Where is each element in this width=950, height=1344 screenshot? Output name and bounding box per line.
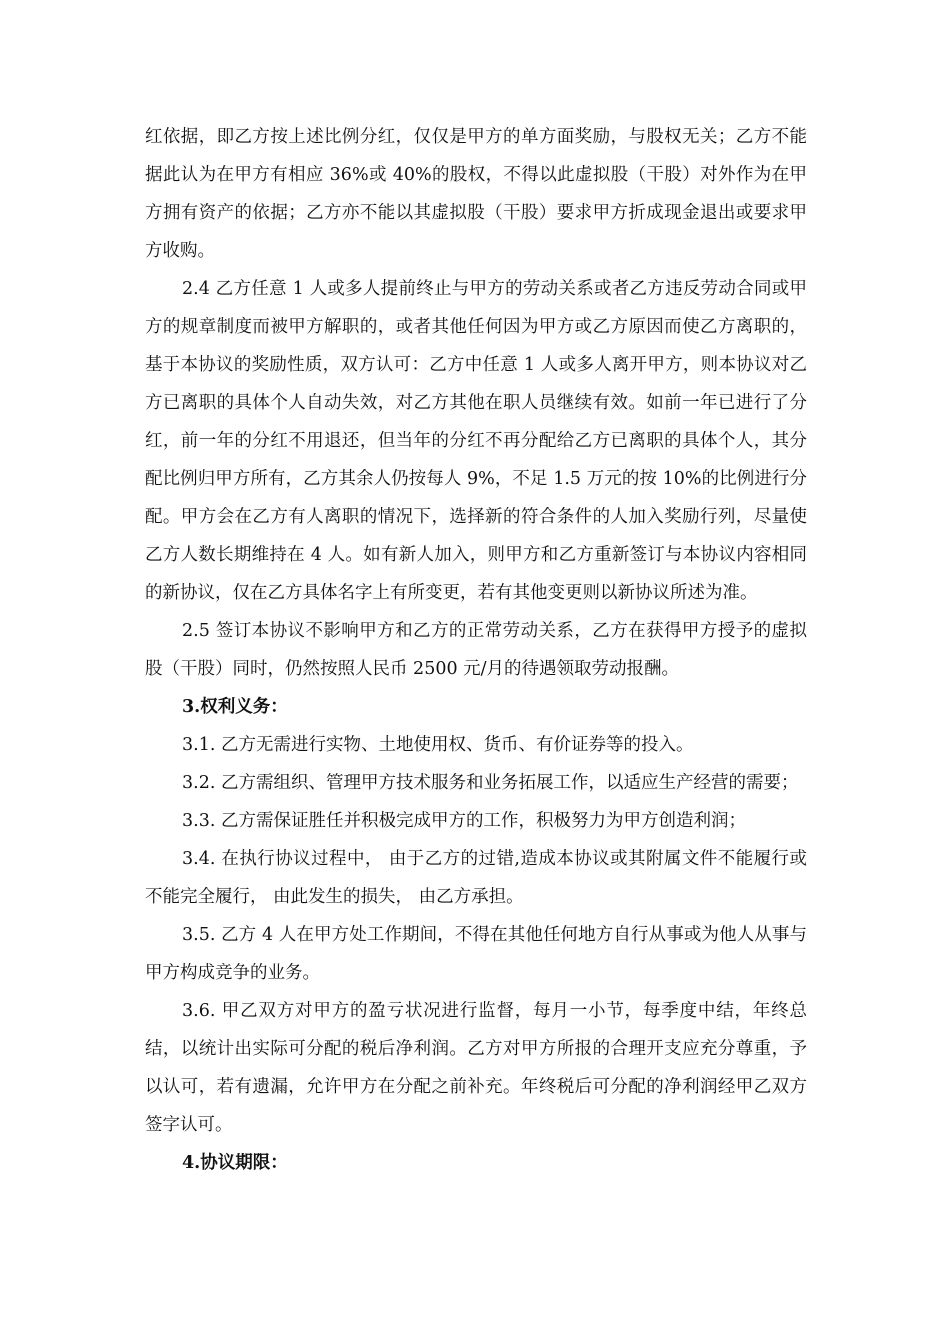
paragraph-clause-3-3: 3.3. 乙方需保证胜任并积极完成甲方的工作，积极努力为甲方创造利润；	[182, 811, 746, 831]
paragraph-clause-2-5: 2.5 签订本协议不影响甲方和乙方的正常劳动关系，乙方在获得甲方授予的虚拟股（干股）同时，仍然按照人民币 2500 元/月的待遇领取劳动报酬。	[145, 621, 807, 679]
paragraph-clause-3-2: 3.2. 乙方需组织、管理甲方技术服务和业务拓展工作，以适应生产经营的需要；	[182, 773, 799, 793]
paragraph-clause-3-4: 3.4. 在执行协议过程中， 由于乙方的过错,造成本协议或其附属文件不能履行或不能完全履行， 由此发生的损失， 由乙方承担。	[145, 849, 807, 907]
section-heading-agreement-term: 4.协议期限：	[182, 1153, 288, 1173]
section-heading-rights-obligations: 3.权利义务：	[182, 697, 288, 717]
paragraph-clause-2-4: 2.4 乙方任意 1 人或多人提前终止与甲方的劳动关系或者乙方违反劳动合同或甲方的规章制度而被甲方解职的，或者其他任何因为甲方或乙方原因而使乙方离职的，基于本协议的奖励性质，双方认可：乙方中任意 1 人或多人离开甲方，则本协议对乙方已离职的具体个人自动失效，对乙方其他在职人员继续有效。如前一年已进行了分红，前一年的分红不用退还，但当年的分红不再分配给乙方已离职的具体个人，其分配比例归甲方所有，乙方其余人仍按每人 9%，不足 1.5 万元的按 10%的比例进行分配。甲方会在乙方有人离职的情况下，选择新的符合条件的人加入奖励行列，尽量使乙方人数长期维持在 4 人。如有新人加入，则甲方和乙方重新签订与本协议内容相同的新协议，仅在乙方具体名字上有所变更，若有其他变更则以新协议所述为准。	[145, 279, 807, 603]
paragraph-clause-3-6: 3.6. 甲乙双方对甲方的盈亏状况进行监督，每月一小节，每季度中结，年终总结，以统计出实际可分配的税后净利润。乙方对甲方所报的合理开支应充分尊重，予以认可，若有遗漏，允许甲方在分配之前补充。年终税后可分配的净利润经甲乙双方签字认可。	[145, 1001, 807, 1135]
paragraph-clause-3-5: 3.5. 乙方 4 人在甲方处工作期间，不得在其他任何地方自行从事或为他人从事与甲方构成竞争的业务。	[145, 925, 807, 983]
paragraph-dividend-basis-continued: 红依据，即乙方按上述比例分红，仅仅是甲方的单方面奖励，与股权无关；乙方不能据此认为在甲方有相应 36%或 40%的股权，不得以此虚拟股（干股）对外作为在甲方拥有资产的依据；乙方亦不能以其虚拟股（干股）要求甲方折成现金退出或要求甲方收购。	[145, 127, 807, 261]
paragraph-clause-3-1: 3.1. 乙方无需进行实物、土地使用权、货币、有价证券等的投入。	[182, 735, 694, 755]
document-body	[145, 118, 807, 1182]
